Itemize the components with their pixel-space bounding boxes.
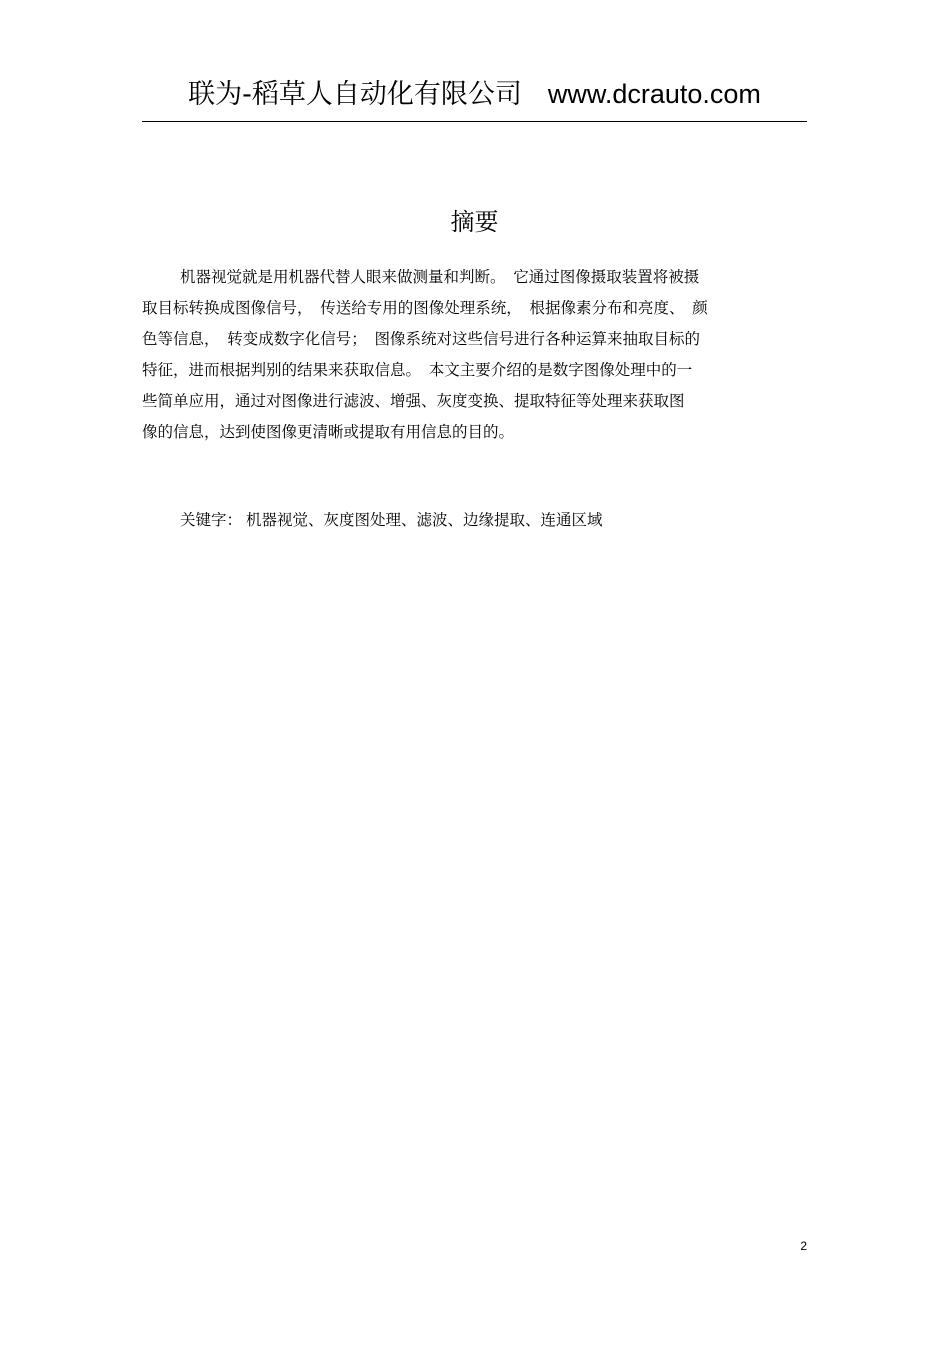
abstract-line: 色等信息， 转变成数字化信号； 图像系统对这些信号进行各种运算来抽取目标的 [142,330,701,348]
abstract-line: 机器视觉就是用机器代替人眼来做测量和判断。 它通过图像摄取装置将被摄 [180,268,700,286]
page-number: 2 [800,1239,807,1253]
abstract-line: 像的信息，达到使图像更清晰或提取有用信息的目的。 [142,423,515,441]
abstract-line: 取目标转换成图像信号， 传送给专用的图像处理系统， 根据像素分布和亮度、 颜 [142,299,708,317]
company-name: 联为-稻草人自动化有限公司 [188,79,522,110]
abstract-title: 摘要 [450,208,499,236]
header-divider [142,121,807,122]
abstract-line: 些简单应用，通过对图像进行滤波、增强、灰度变换、提取特征等处理来获取图 [142,392,685,410]
keywords-value: 机器视觉、灰度图处理、滤波、边缘提取、连通区域 [246,511,603,529]
abstract-body [142,262,807,448]
abstract-line: 特征，进而根据判别的结果来获取信息。 本文主要介绍的是数字图像处理中的一 [142,361,693,379]
website-url: www.dcrauto.com [547,79,761,109]
keywords-label: 关键字： [180,511,243,529]
keywords-line [180,505,603,535]
page-header [142,74,807,114]
